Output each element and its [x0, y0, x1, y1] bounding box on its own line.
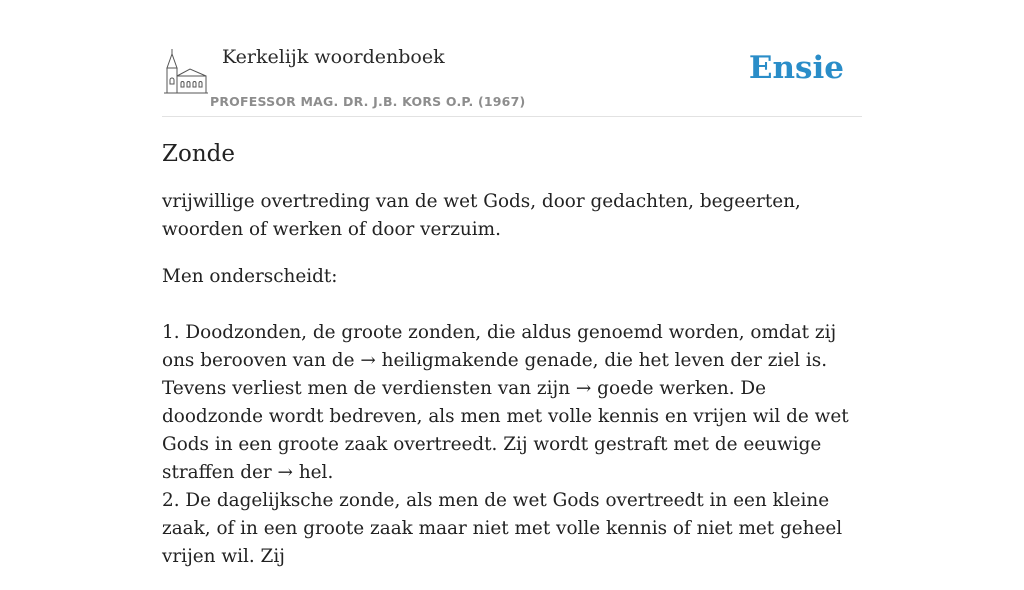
arrow-icon: →	[360, 350, 376, 371]
xref-hel[interactable]	[278, 462, 328, 483]
item-text: .	[327, 462, 334, 483]
xref-label: heiligmakende genade	[381, 350, 593, 371]
list-item-doodzonden	[162, 319, 862, 487]
entry-list	[162, 319, 862, 571]
entry-content	[162, 138, 862, 590]
book-title[interactable]: Kerkelijk woordenboek	[222, 46, 445, 68]
xref-heiligmakende-genade[interactable]	[360, 350, 592, 371]
arrow-icon: →	[575, 378, 592, 399]
entry-term: Zonde	[162, 141, 235, 167]
site-header	[162, 40, 862, 117]
item-text: . De doodzonde wordt bedreven, als men met volle kennis en vrijen wil de wet Gods in een groote zaak overtreedt. Zij wordt gestraft met de eeuwige straffen der	[162, 378, 849, 483]
entry-intro: Men onderscheidt:	[162, 266, 338, 287]
item-text: 1. Doodzonden, de groote zonden, die aldus genoemd worden, omdat zij ons berooven van de	[162, 322, 837, 371]
xref-goede-werken[interactable]	[576, 378, 729, 399]
xref-label: hel	[298, 462, 328, 483]
entry-definition: vrijwillige overtreding van de wet Gods, door gedachten, begeerten, woorden of werken of door verzuim.	[162, 191, 801, 240]
ensie-logo-link[interactable]: Ensie	[748, 50, 844, 86]
item-text: , die het leven der ziel is. Tevens verliest men de verdiensten van zijn	[162, 350, 828, 399]
church-icon	[164, 49, 208, 95]
book-author: PROFESSOR MAG. DR. J.B. KORS O.P. (1967)	[210, 94, 526, 109]
list-item-dagelijksche-zonde: 2. De dagelijksche zonde, als men de wet Gods overtreedt in een kleine zaak, of in een groote zaak maar niet met volle kennis of niet met geheel vrijen wil. Zij	[162, 490, 843, 567]
xref-label: goede werken	[597, 378, 729, 399]
arrow-icon: →	[277, 462, 293, 483]
